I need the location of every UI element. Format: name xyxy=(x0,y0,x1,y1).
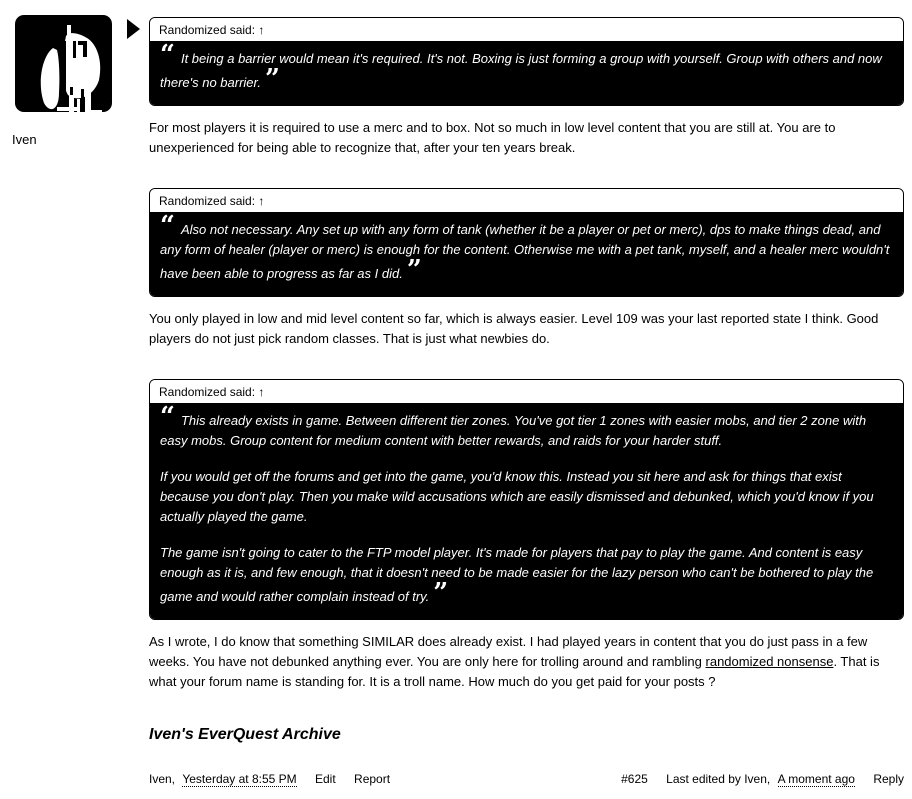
quote-body xyxy=(150,404,903,619)
edit-button[interactable]: Edit xyxy=(315,772,336,786)
quote-paragraph xyxy=(160,467,893,527)
quote-text: If you would get off the forums and get into the game, you'd know this. Instead you sit here and ask for things that exist because you don't play. Then you make wild accusations which are easily dismissed and debunked, which you'd know if you actually played the game. xyxy=(160,469,874,524)
quote-paragraph xyxy=(160,211,893,285)
quote-text: Also not necessary. Any set up with any form of tank (whether it be a player or pet or merc), dps to make things dead, and any form of healer (player or merc) is enough for the content. Otherwise me with a pet tank, myself, and a healer merc wouldn't have been able to progress as far as I did. xyxy=(160,222,890,281)
username[interactable]: Iven xyxy=(12,132,37,147)
close-quote-icon: ” xyxy=(406,255,421,285)
quote-header[interactable]: Randomized said: ↑ xyxy=(150,380,903,404)
quote-header[interactable]: Randomized said: ↑ xyxy=(150,18,903,42)
quote-text: This already exists in game. Between different tier zones. You've got tier 1 zones with easier mobs, and tier 2 zone with easy mobs. Group content for medium content with better rewards, and raids for your harder stuff. xyxy=(160,413,867,448)
randomized-nonsense-link[interactable]: randomized nonsense xyxy=(705,654,834,669)
quote-block-3 xyxy=(149,379,904,620)
reply-text: . That is what your forum name is standing for. It is a troll name. How much do you get paid for your posts ? xyxy=(149,654,880,689)
footer-author: Iven, xyxy=(149,772,176,786)
open-quote-icon: “ xyxy=(160,402,174,432)
last-edited-time-link[interactable]: A moment ago xyxy=(777,772,855,786)
quote-header[interactable]: Randomized said: ↑ xyxy=(150,189,903,213)
quote-body xyxy=(150,213,903,296)
open-quote-icon: “ xyxy=(160,211,174,241)
message-arrow-icon xyxy=(127,19,140,39)
report-button[interactable]: Report xyxy=(354,772,391,786)
quote-text: It being a barrier would mean it's required. It's not. Boxing is just forming a group with yourself. Group with others and now there's no barrier. xyxy=(160,51,882,90)
quote-block-1 xyxy=(149,17,904,106)
avatar[interactable] xyxy=(15,15,112,112)
avatar-image xyxy=(15,15,112,112)
close-quote-icon: ” xyxy=(433,578,448,608)
reply-paragraph-3 xyxy=(149,632,904,692)
quote-paragraph xyxy=(160,543,893,607)
footer-left xyxy=(149,772,390,786)
quote-text: The game isn't going to cater to the FTP model player. It's made for players that pay to play the game. And content is easy enough as it is, and few enough, that it doesn't need to be made easier for the lazy person who can't be bothered to play the game and would rather complain instead of try. xyxy=(160,545,874,604)
quote-body xyxy=(150,42,903,105)
signature: Iven's EverQuest Archive xyxy=(149,726,341,743)
last-edited-label: Last edited by Iven, xyxy=(666,772,771,786)
quote-block-2 xyxy=(149,188,904,297)
reply-paragraph-2: You only played in low and mid level content so far, which is always easier. Level 109 was your last reported state I think. Good players do not just pick random classes. That is just what newbies do. xyxy=(149,311,879,346)
quote-paragraph xyxy=(160,402,893,451)
post-timestamp-link[interactable]: Yesterday at 8:55 PM xyxy=(182,772,297,786)
quote-paragraph xyxy=(160,40,893,94)
reply-text: As I wrote, I do know that something SIMILAR does already exist. I had played years in content that you do just pass in a few weeks. You have not debunked anything ever. You are only here for trolling around and rambling xyxy=(149,634,868,669)
post-number-link[interactable]: #625 xyxy=(621,772,648,786)
close-quote-icon: ” xyxy=(265,64,279,94)
post-content xyxy=(149,17,904,786)
post-footer xyxy=(149,772,904,786)
open-quote-icon: “ xyxy=(160,40,174,70)
footer-right xyxy=(621,772,904,786)
reply-button[interactable]: Reply xyxy=(873,772,904,786)
post xyxy=(8,15,904,786)
reply-paragraph-1: For most players it is required to use a merc and to box. Not so much in low level content that you are still at. You are to unexperienced for being able to recognize that, after your ten years break. xyxy=(149,120,836,155)
